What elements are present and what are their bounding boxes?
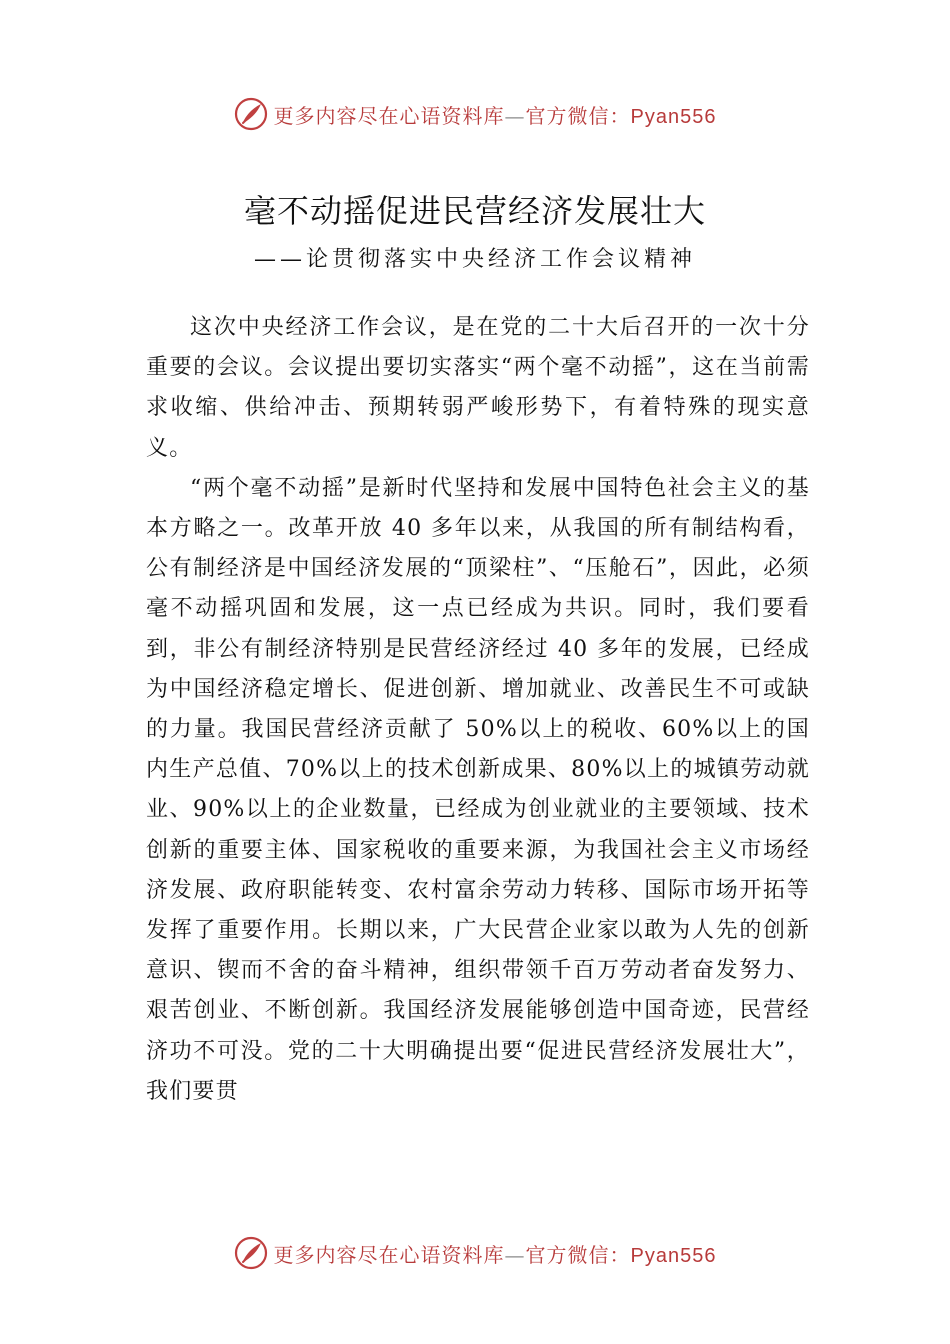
article-subtitle: ——论贯彻落实中央经济工作会议精神	[253, 247, 696, 272]
article-body	[146, 308, 810, 1112]
quill-logo-icon	[234, 1236, 268, 1270]
paragraph: “两个毫不动摇”是新时代坚持和发展中国特色社会主义的基本方略之一。改革开放 40 多年以来，从我国的所有制结构看，公有制经济是中国经济发展的“顶梁柱”、“压舱石”，因此，必须毫不动摇巩固和发展，这一点已经成为共识。同时，我们要看到，非公有制经济特别是民营经济经过 40 多年的发展，已经成为中国经济稳定增长、促进创新、增加就业、改善民生不可或缺的力量。我国民营经济贡献了 50%以上的税收、60%以上的国内生产总值、70%以上的技术创新成果、80%以上的城镇劳动就业、90%以上的企业数量，已经成为创业就业的主要领域、技术创新的重要主体、国家税收的重要来源，为我国社会主义市场经济发展、政府职能转变、农村富余劳动力转移、国际市场开拓等发挥了重要作用。长期以来，广大民营企业家以敢为人先的创新意识、锲而不舍的奋斗精神，组织带领千百万劳动者奋发努力、艰苦创业、不断创新。我国经济发展能够创造中国奇迹，民营经济功不可没。党的二十大明确提出要“促进民营经济发展壮大”，我们要贯	[146, 475, 810, 1104]
article-title: 毫不动摇促进民营经济发展壮大	[243, 192, 706, 230]
quill-logo-icon	[234, 97, 268, 131]
watermark-label: 更多内容尽在心语资料库—官方微信：Pyan556	[273, 103, 717, 128]
watermark-label: 更多内容尽在心语资料库—官方微信：Pyan556	[273, 1242, 717, 1267]
footer-watermark	[0, 1231, 950, 1275]
header-watermark	[0, 92, 950, 136]
paragraph: 这次中央经济工作会议，是在党的二十大后召开的一次十分重要的会议。会议提出要切实落实“两个毫不动摇”，这在当前需求收缩、供给冲击、预期转弱严峻形势下，有着特殊的现实意义。	[146, 315, 810, 461]
